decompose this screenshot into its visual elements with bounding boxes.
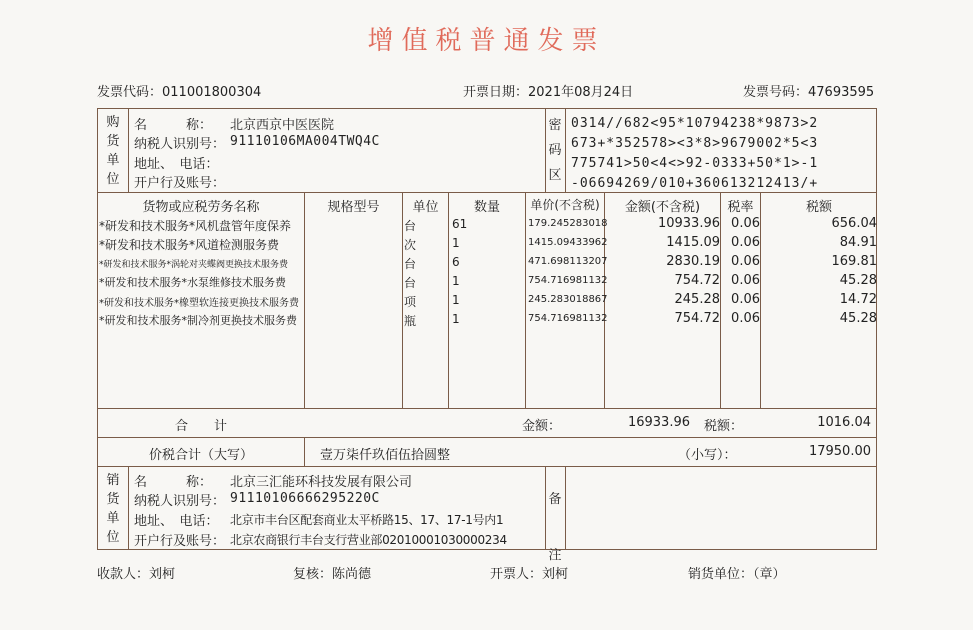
table-row	[0, 215, 973, 235]
seller-side-char: 销	[106, 473, 120, 488]
item-rate: 0.06	[731, 254, 760, 269]
invoice-number-label: 发票号码：	[743, 85, 809, 100]
buyer-side-char: 货	[106, 134, 120, 149]
buyer-name-label: 名 称：	[134, 118, 213, 133]
item-price: 471.698113207	[528, 256, 608, 267]
buyer-side-char: 位	[106, 172, 120, 187]
reviewer-value: 陈尚德	[332, 567, 372, 582]
buyer-addr-label: 地址、 电话：	[134, 157, 219, 172]
item-name: *研发和技术服务*橡塑软连接更换技术服务费	[99, 298, 299, 309]
item-qty: 1	[452, 312, 460, 326]
footer-payee	[97, 563, 175, 582]
invoice-date	[463, 81, 633, 100]
item-qty: 1	[452, 236, 460, 250]
item-rate: 0.06	[731, 235, 760, 250]
seller-side-char: 货	[106, 492, 120, 507]
item-price: 754.716981132	[528, 275, 608, 286]
seller-bank-label: 开户行及账号：	[134, 534, 226, 549]
payee-value: 刘柯	[149, 567, 176, 582]
col-amount-header: 金额(不含税)	[624, 200, 701, 215]
buyer-name: 北京西京中医医院	[230, 118, 335, 133]
item-qty: 1	[452, 274, 460, 288]
item-price: 1415.09433962	[528, 237, 608, 248]
buyer-side-char: 单	[106, 153, 120, 168]
remark-side-char: 备	[548, 492, 562, 507]
invoice-number	[743, 81, 874, 100]
item-price: 754.716981132	[528, 313, 608, 324]
cipher-line: 673+*352578><3*8>9679002*5<3	[571, 136, 819, 151]
buyer-tax-id: 91110106MA004TWQ4C	[230, 134, 380, 149]
item-name: *研发和技术服务*风机盘管年度保养	[99, 219, 292, 233]
buyer-name-row	[134, 114, 212, 133]
item-name: *研发和技术服务*风道检测服务费	[99, 238, 280, 252]
cipher-line: 775741>50<4<>92-0333+50*1>-1	[571, 156, 819, 171]
seller-tax-id: 91110106666295220C	[230, 491, 380, 506]
invoice-number-value: 47693595	[808, 85, 875, 100]
seller-name: 北京三汇能环科技发展有限公司	[230, 475, 413, 490]
cipher-side-char: 区	[548, 168, 562, 183]
footer-seller-seal: 销货单位：（章）	[688, 567, 786, 582]
item-name: *研发和技术服务*涡轮对夹蝶阀更换技术服务费	[99, 260, 289, 270]
table-row	[0, 272, 973, 292]
cipher-line: -06694269/010+360613212413/+	[571, 176, 819, 191]
item-amount: 10933.96	[657, 216, 720, 231]
issuer-value: 刘柯	[542, 567, 569, 582]
item-unit: 次	[404, 238, 417, 252]
cipher-area	[571, 114, 818, 194]
item-tax: 45.28	[839, 311, 877, 326]
item-tax: 656.04	[831, 216, 877, 231]
item-tax: 14.72	[839, 292, 877, 307]
seller-side-label	[104, 471, 122, 547]
totals-tax-label: 税额：	[704, 419, 744, 434]
item-unit: 台	[404, 276, 417, 290]
item-rate: 0.06	[731, 292, 760, 307]
table-row	[0, 253, 973, 273]
grand-total-label: 价税合计（大写）	[148, 448, 253, 463]
seller-side-char: 单	[106, 511, 120, 526]
cipher-line: 0314//682<95*10794238*9873>2	[571, 116, 819, 131]
item-tax: 45.28	[839, 273, 877, 288]
item-unit: 瓶	[404, 314, 417, 328]
col-rate-header: 税率	[727, 200, 754, 215]
item-qty: 6	[452, 255, 460, 269]
col-qty-header: 数量	[473, 200, 500, 215]
col-spec-header: 规格型号	[327, 200, 380, 215]
item-unit: 台	[404, 257, 417, 271]
item-price: 245.283018867	[528, 294, 608, 305]
item-name: *研发和技术服务*水泵维修技术服务费	[99, 276, 286, 289]
seller-addr-label: 地址、 电话：	[134, 514, 219, 529]
grand-total-small-label: （小写）：	[678, 448, 737, 463]
totals-amount-label: 金额：	[522, 419, 562, 434]
invoice-code-label: 发票代码：	[97, 85, 163, 100]
item-amount: 1415.09	[666, 235, 720, 250]
seller-name-label: 名 称：	[134, 475, 213, 490]
item-amount: 754.72	[674, 311, 720, 326]
cipher-side-char: 密	[548, 118, 562, 133]
item-amount: 2830.19	[666, 254, 720, 269]
item-amount: 245.28	[674, 292, 720, 307]
invoice-code-value: 011001800304	[162, 85, 262, 100]
grand-total-words: 壹万柒仟玖佰伍拾圆整	[320, 448, 451, 463]
seller-bank: 北京农商银行丰台支行营业部0201000103000023​4	[230, 533, 507, 547]
item-tax: 169.81	[831, 254, 877, 269]
item-qty: 61	[452, 217, 468, 231]
seller-addr: 北京市丰台区配套商业太平桥路15、17、17-1号内1	[230, 513, 504, 527]
cipher-side-char: 码	[548, 143, 562, 158]
table-row	[0, 234, 973, 254]
item-rate: 0.06	[731, 216, 760, 231]
grand-total-small: 17950.00	[808, 444, 871, 459]
seller-tax-label: 纳税人识别号：	[134, 494, 226, 509]
item-name: *研发和技术服务*制冷剂更换技术服务费	[99, 314, 297, 327]
invoice-code	[97, 81, 261, 100]
col-tax-header: 税额	[805, 200, 832, 215]
invoice-title: 增值税普通发票	[367, 26, 606, 56]
buyer-bank-label: 开户行及账号：	[134, 176, 226, 191]
item-qty: 1	[452, 293, 460, 307]
item-price: 179.245283018	[528, 218, 608, 229]
item-amount: 754.72	[674, 273, 720, 288]
table-row	[0, 310, 973, 330]
issuer-label: 开票人：	[490, 567, 543, 582]
payee-label: 收款人：	[97, 567, 150, 582]
item-tax: 84.91	[839, 235, 877, 250]
totals-amount: 16933.96	[627, 415, 690, 430]
col-price-header: 单价(不含税)	[530, 198, 600, 212]
item-unit: 台	[404, 219, 417, 233]
buyer-side-label	[104, 113, 122, 189]
col-name-header: 货物或应税劳务名称	[142, 200, 260, 215]
footer-issuer	[490, 563, 568, 582]
item-rate: 0.06	[731, 311, 760, 326]
remark-side-char: 注	[548, 548, 562, 563]
buyer-side-char: 购	[106, 115, 120, 130]
invoice-date-label: 开票日期：	[463, 85, 529, 100]
footer-reviewer	[293, 563, 371, 582]
seller-side-char: 位	[106, 530, 120, 545]
reviewer-label: 复核：	[293, 567, 333, 582]
cipher-side-label	[546, 113, 564, 188]
table-row	[0, 291, 973, 311]
item-rate: 0.06	[731, 273, 760, 288]
col-unit-header: 单位	[412, 200, 439, 215]
item-unit: 项	[404, 295, 417, 309]
buyer-tax-label: 纳税人识别号：	[134, 137, 226, 152]
invoice-date-value: 2021年08月24日	[528, 85, 634, 100]
totals-tax: 1016.04	[817, 415, 871, 430]
totals-label: 合 计	[174, 419, 227, 434]
